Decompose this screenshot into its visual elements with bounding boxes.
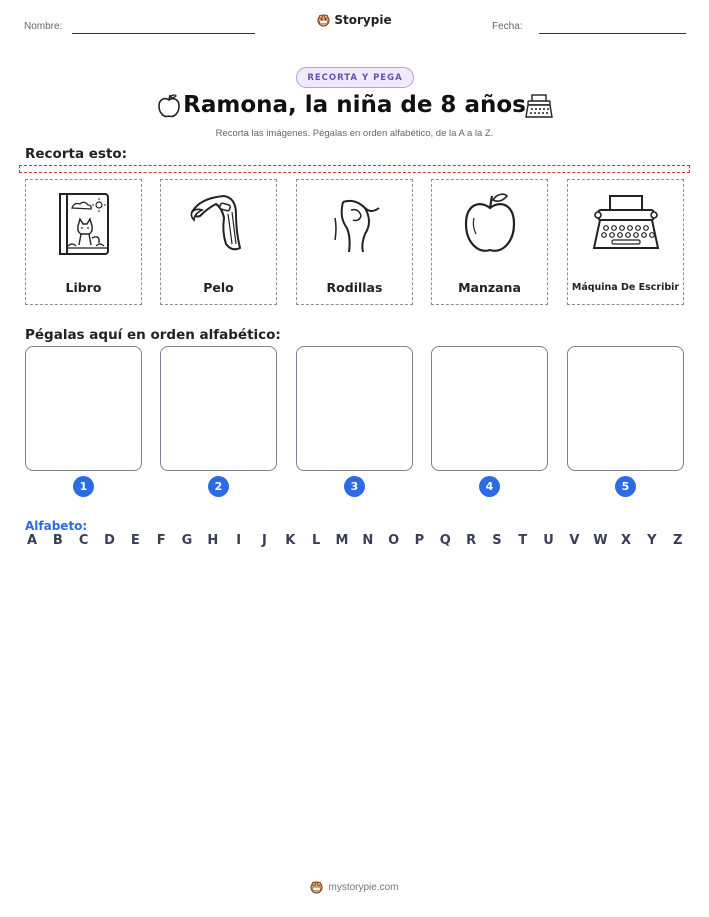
cut-heading: Recorta esto: <box>25 146 128 162</box>
paste-box-5[interactable] <box>567 346 684 471</box>
number-badge-1: 1 <box>73 476 94 497</box>
alphabet-letter: I <box>236 533 242 548</box>
number-badge-2: 2 <box>208 476 229 497</box>
alphabet-letter: W <box>593 533 608 548</box>
activity-badge: RECORTA Y PEGA <box>296 67 414 88</box>
alphabet-letter: G <box>181 533 193 548</box>
alphabet-letter: E <box>130 533 140 548</box>
cut-card-label: Libro <box>65 280 102 295</box>
cut-card-manzana[interactable] <box>431 179 548 305</box>
cut-card-label: Máquina De Escribir <box>571 282 680 293</box>
typewriter-icon <box>525 93 553 119</box>
paste-heading: Pégalas aquí en orden alfabético: <box>25 327 281 343</box>
alphabet-letter: T <box>518 533 528 548</box>
footer <box>0 881 709 897</box>
alphabet-letter: M <box>335 533 349 548</box>
alphabet-letter: F <box>156 533 166 548</box>
alphabet-letter: Y <box>647 533 657 548</box>
cut-card-label: Pelo <box>203 280 234 295</box>
storypie-logo-icon <box>317 14 330 27</box>
brand-name: Storypie <box>334 13 392 27</box>
alphabet-letter: C <box>78 533 89 548</box>
alphabet-letter: S <box>492 533 502 548</box>
footer-site-link[interactable]: mystorypie.com <box>328 882 399 893</box>
alphabet-letter: X <box>621 533 632 548</box>
date-label: Fecha: <box>492 21 523 32</box>
cut-card-maquina-de-escribir[interactable] <box>567 179 684 305</box>
alphabet-letter: N <box>362 533 374 548</box>
cut-card-label: Manzana <box>458 280 521 295</box>
paste-box-2[interactable] <box>160 346 277 471</box>
cut-card-libro[interactable] <box>25 179 142 305</box>
paste-box-3[interactable] <box>296 346 413 471</box>
name-label: Nombre: <box>24 21 63 32</box>
instructions: Recorta las imágenes. Pégalas en orden alfabético, de la A a la Z. <box>215 128 494 139</box>
alphabet-letter: Q <box>439 533 451 548</box>
book-icon <box>52 188 116 258</box>
cut-card-pelo[interactable] <box>160 179 277 305</box>
typewriter-icon <box>590 188 662 258</box>
number-badge-5: 5 <box>615 476 636 497</box>
alphabet-letter: K <box>285 533 296 548</box>
number-badge-3: 3 <box>344 476 365 497</box>
alphabet-letter: O <box>388 533 400 548</box>
alphabet-letter: H <box>207 533 219 548</box>
alphabet-letter: B <box>52 533 63 548</box>
brand <box>0 13 709 30</box>
apple-icon <box>460 188 520 258</box>
cut-card-rodillas[interactable] <box>296 179 413 305</box>
paste-box-1[interactable] <box>25 346 142 471</box>
ponytail-icon <box>184 188 254 258</box>
cut-line <box>19 165 690 173</box>
number-badge-4: 4 <box>479 476 500 497</box>
alphabet-letter: D <box>104 533 115 548</box>
alphabet-letter: Z <box>672 533 683 548</box>
name-line[interactable] <box>72 33 255 34</box>
cut-card-label: Rodillas <box>326 280 383 295</box>
page-title: Ramona, la niña de 8 años <box>183 92 526 118</box>
alphabet-row <box>25 533 685 548</box>
alphabet-letter: U <box>543 533 554 548</box>
alphabet-heading: Alfabeto: <box>25 519 88 533</box>
knee-icon <box>325 188 385 258</box>
alphabet-letter: L <box>311 533 321 548</box>
date-line[interactable] <box>539 33 686 34</box>
alphabet-letter: J <box>262 533 267 548</box>
paste-box-4[interactable] <box>431 346 548 471</box>
alphabet-letter: P <box>414 533 425 548</box>
storypie-logo-icon <box>310 881 323 894</box>
alphabet-letter: A <box>26 533 38 548</box>
alphabet-letter: V <box>569 533 580 548</box>
alphabet-letter: R <box>466 533 477 548</box>
